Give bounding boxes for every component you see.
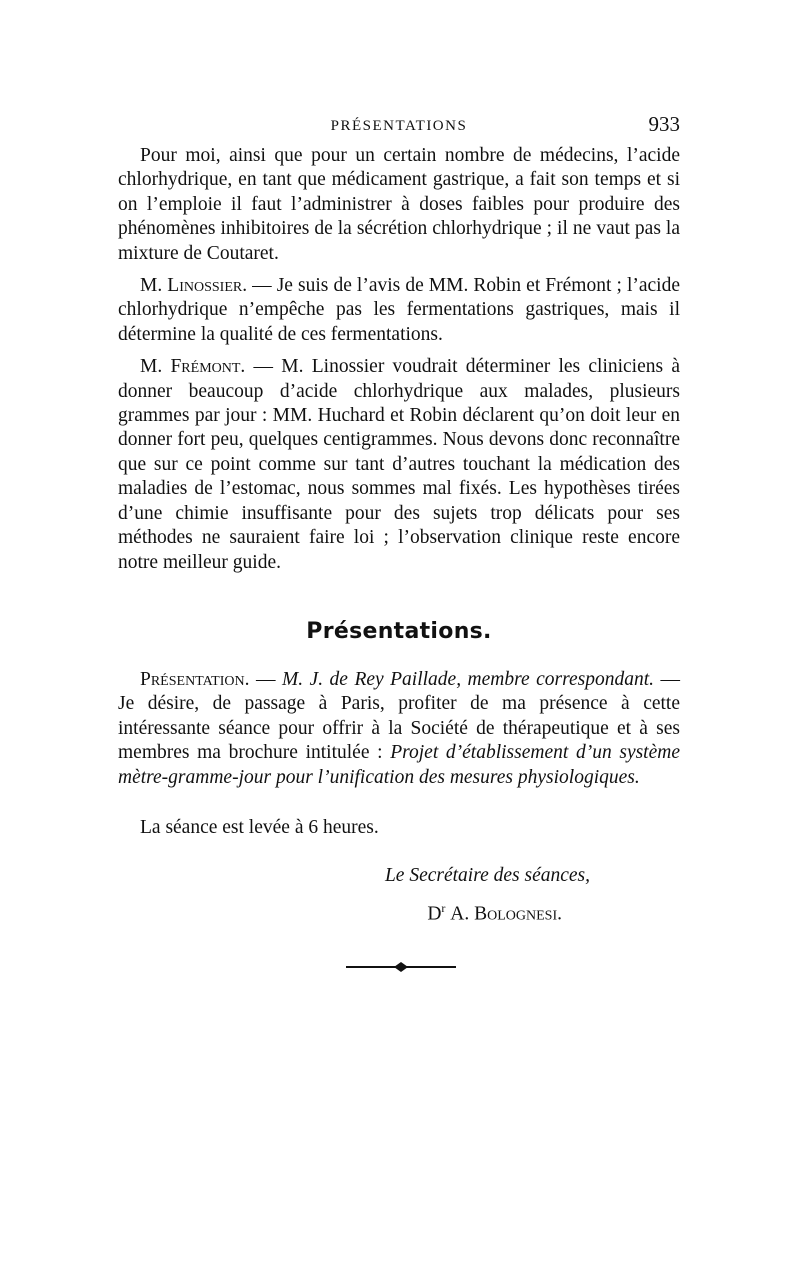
presentation-label: Présentation.: [140, 668, 250, 690]
signature-prefix-sup: r: [441, 901, 446, 916]
paragraph-presentation: [118, 668, 680, 790]
running-head: [118, 112, 680, 144]
speaker-fremont: M. Frémont.: [140, 356, 246, 378]
paragraph-linossier: [118, 274, 680, 347]
speaker-linossier: M. Linossier.: [140, 275, 248, 297]
signature-block: [118, 860, 680, 931]
presentation-dash: —: [249, 668, 282, 690]
closing-line: La séance est levée à 6 heures.: [140, 816, 379, 838]
section-title: Présentations.: [306, 618, 492, 644]
signature-prefix: D: [427, 903, 442, 925]
presentation-text: — Je désire, de passage à Paris, profiter de ma présence à cette intéressante séance pour offrir à la Société de thérapeutique et à ses membres ma brochure intitulée :: [118, 668, 681, 764]
brochure-title: Projet d’établissement d’un système mètre-gramme-jour pour l’unification des mesures physiologiques.: [118, 742, 680, 788]
presentation-author: M. J. de Rey Paillade, membre correspondant.: [281, 668, 655, 690]
linossier-text: — Je suis de l’avis de MM. Robin et Frémont ; l’acide chlorhydrique n’empêche pas les fermentations gastriques, mais il détermine la qualité de ces fermentations.: [118, 275, 680, 345]
running-title: PRÉSENTATIONS: [330, 118, 468, 134]
end-ornament-icon: [346, 961, 456, 973]
signature-role: Le Secrétaire des séances,: [384, 865, 590, 887]
signature-name-line: [118, 892, 680, 931]
fremont-text: — M. Linossier voudrait déterminer les cliniciens à donner beaucoup d’acide chlorhydrique aux malades, plusieurs grammes par jour : MM. Huchard et Robin déclarent qu’on doit leur en donner fort peu, quelques centigrammes. Nous devons donc reconnaître que sur ce point comme sur tant d’autres touchant la médication des maladies de l’estomac, nous sommes mal fixés. Les hypothèses tirées d’une chimie insuffisante pour des sujets trop délicats pour ses méthodes ne sauraient faire loi ; l’observation clinique reste encore notre meilleur guide.: [118, 356, 680, 573]
signature-name: A. Bolognesi.: [450, 903, 562, 925]
paragraph-opening: Pour moi, ainsi que pour un certain nombre de médecins, l’acide chlorhydrique, en tant que médicament gastrique, a fait son temps et si on l’emploie il faut l’administrer à doses faibles pour produire des phénomènes inhibitoires de la sécrétion chlorhydrique ; il ne vaut pas la mixture de Coutaret.: [118, 145, 680, 264]
paragraph-fremont: [118, 355, 680, 575]
page-number: 933: [648, 112, 680, 136]
document-page: [118, 112, 680, 978]
